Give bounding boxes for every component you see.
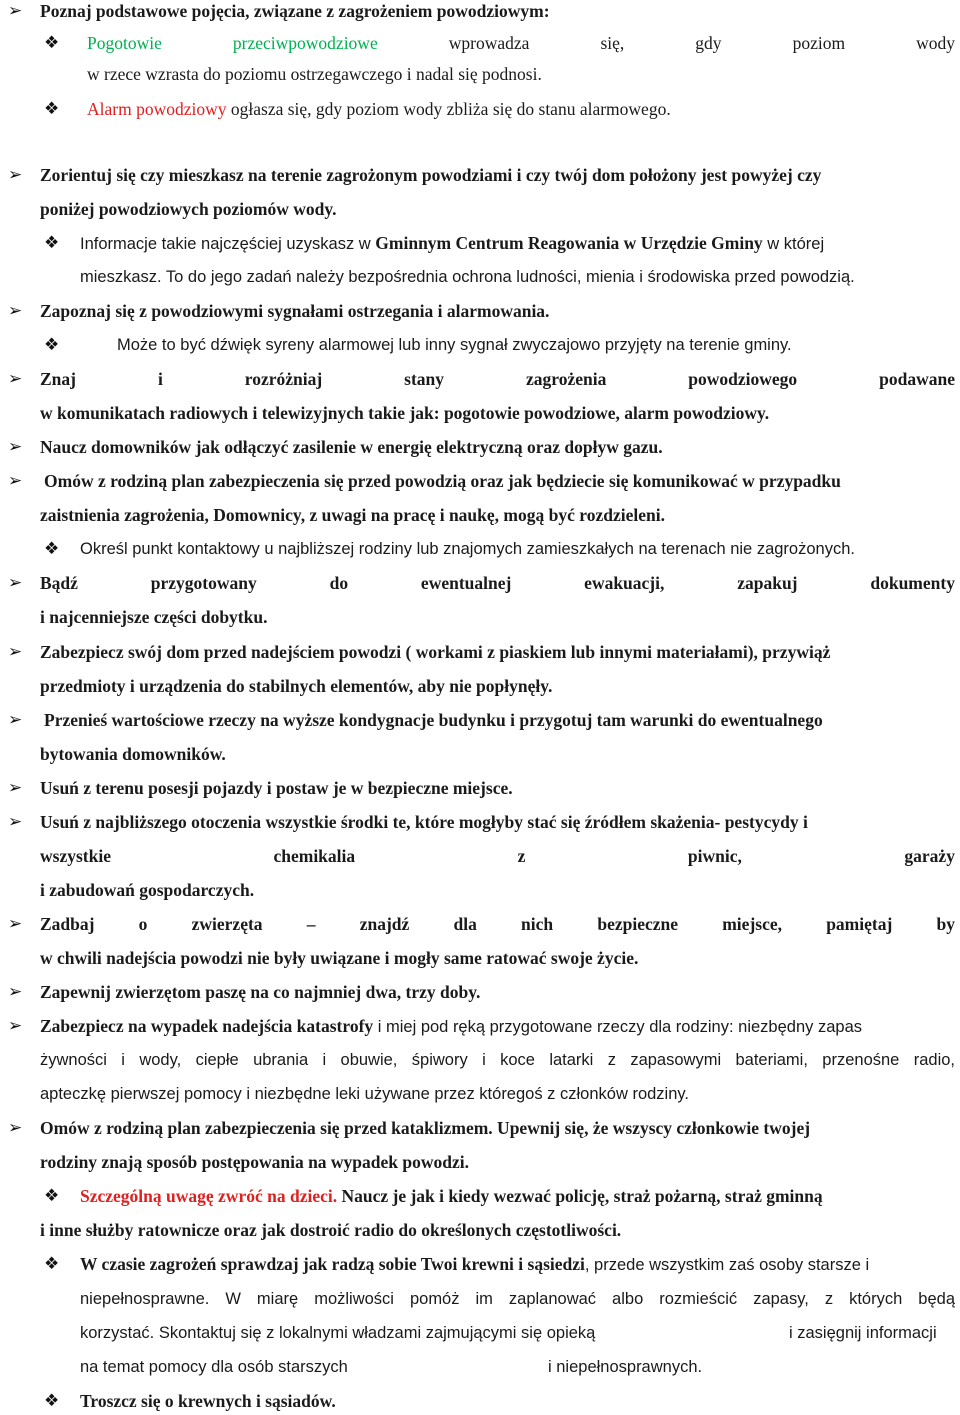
word: przeciwpowodziowe xyxy=(232,33,378,53)
text-run: , przede wszystkim zaś osoby starsze i xyxy=(584,1256,870,1274)
arrow-bullet-icon: ➢ xyxy=(8,471,23,490)
arrow-bullet-icon: ➢ xyxy=(8,1118,23,1137)
paragraph-line: apteczkę pierwszej pomocy i niezbędne leki używane przez któregoś z członków rodziny. xyxy=(40,1085,690,1103)
word: znajdź xyxy=(359,914,410,934)
word: ewentualnej xyxy=(420,573,512,593)
justified-line xyxy=(40,913,955,935)
word: garaży xyxy=(904,846,955,866)
word: zwierzęta xyxy=(191,914,263,934)
word: do xyxy=(329,573,349,593)
word: zagrożenia xyxy=(525,369,607,389)
word: miejsce, xyxy=(722,914,782,934)
word: wszystkie xyxy=(40,846,111,866)
word: nich xyxy=(521,914,554,934)
word: by xyxy=(936,914,955,934)
paragraph-line: rodziny znają sposób postępowania na wypadek powodzi. xyxy=(40,1152,470,1172)
paragraph-line xyxy=(40,1015,862,1037)
alarm-term: Alarm powodziowy xyxy=(87,99,227,119)
diamond-bullet-icon: ❖ xyxy=(44,1391,60,1410)
word: pamiętaj xyxy=(826,914,893,934)
paragraph-line: Omów z rodziną plan zabezpieczenia się przed kataklizmem. Upewnij się, że wszyscy członkowie twojej xyxy=(40,1118,811,1138)
paragraph-line: Zabezpiecz swój dom przed nadejściem powodzi ( workami z piaskiem lub innymi materiałami), przywiąż xyxy=(40,642,831,662)
word: dla xyxy=(453,914,477,934)
paragraph-line xyxy=(80,1253,869,1275)
justified-line xyxy=(40,368,955,390)
arrow-bullet-icon: ➢ xyxy=(8,165,23,184)
arrow-bullet-icon: ➢ xyxy=(8,710,23,729)
arrow-bullet-icon: ➢ xyxy=(8,437,23,456)
paragraph-line: i inne służby ratownicze oraz jak dostroić radio do określonych częstotliwości. xyxy=(40,1220,622,1240)
paragraph-line: i zabudowań gospodarczych. xyxy=(40,880,255,900)
paragraph-line: Zapoznaj się z powodziowymi sygnałami ostrzegania i alarmowania. xyxy=(40,301,550,321)
word: podawane xyxy=(879,369,955,389)
paragraph-line: Usuń z najbliższego otoczenia wszystkie środki te, które mogłyby stać się źródłem skażenia- pestycydy i xyxy=(40,812,808,832)
word: i xyxy=(157,369,163,389)
paragraph-line: Troszcz się o krewnych i sąsiadów. xyxy=(80,1391,336,1411)
word: dokumenty xyxy=(870,573,955,593)
paragraph-line: Określ punkt kontaktowy u najbliższej rodziny lub znajomych zamieszkałych na terenach nie zagrożonych. xyxy=(80,540,855,558)
paragraph-line: bytowania domowników. xyxy=(40,744,226,764)
paragraph-line: Przenieś wartościowe rzeczy na wyższe kondygnacje budynku i przygotuj tam warunki do ewentualnego xyxy=(44,710,823,730)
diamond-bullet-icon: ❖ xyxy=(44,539,60,558)
arrow-bullet-icon: ➢ xyxy=(8,812,23,831)
paragraph-line: i najcenniejsze części dobytku. xyxy=(40,607,268,627)
word: przygotowany xyxy=(150,573,257,593)
word: – xyxy=(306,914,316,934)
word: ewakuacji, xyxy=(584,573,665,593)
word: stany xyxy=(404,369,445,389)
word: wprowadza xyxy=(448,33,530,53)
arrow-bullet-icon: ➢ xyxy=(8,1,23,20)
text-run: Informacje takie najczęściej uzyskasz w xyxy=(80,235,376,253)
word: bezpieczne xyxy=(597,914,679,934)
arrow-bullet-icon: ➢ xyxy=(8,642,23,661)
text-run: W czasie zagrożeń sprawdzaj jak radzą sobie Twoi krewni i sąsiedzi xyxy=(80,1254,585,1274)
arrow-bullet-icon: ➢ xyxy=(8,301,23,320)
diamond-bullet-icon: ❖ xyxy=(44,233,60,252)
paragraph-line: Omów z rodziną plan zabezpieczenia się przed powodzią oraz jak będziecie się komunikować w przypadku xyxy=(44,471,841,491)
justified-line xyxy=(40,572,955,594)
word: piwnic, xyxy=(687,846,742,866)
gminne-centrum-name: Gminnym Centrum Reagowania w Urzędzie Gminy xyxy=(375,233,763,253)
paragraph-line: niepełnosprawne. W miarę możliwości pomóż im zaplanować albo rozmieścić zapasy, z których będą xyxy=(80,1290,955,1308)
diamond-bullet-icon: ❖ xyxy=(44,1254,60,1273)
paragraph-line xyxy=(87,98,671,120)
word: gdy xyxy=(695,33,722,53)
paragraph-line: Zorientuj się czy mieszkasz na terenie zagrożonym powodziami i czy twój dom położony jest powyżej czy xyxy=(40,165,822,185)
paragraph-line: i zasięgnij informacji xyxy=(789,1324,937,1342)
word: Bądź xyxy=(40,573,78,593)
word: rozróżniaj xyxy=(244,369,323,389)
arrow-bullet-icon: ➢ xyxy=(8,778,23,797)
text-run: i miej pod ręką przygotowane rzeczy dla rodziny: niezbędny zapas xyxy=(373,1018,862,1036)
diamond-bullet-icon: ❖ xyxy=(44,99,60,118)
word: Pogotowie xyxy=(87,33,162,53)
paragraph-line xyxy=(80,1185,823,1207)
word: wody xyxy=(916,33,955,53)
word: się, xyxy=(600,33,625,53)
word: Zadbaj xyxy=(40,914,95,934)
word: powodziowego xyxy=(688,369,798,389)
text-run: Naucz je jak i kiedy wezwać policję, straż pożarną, straż gminną xyxy=(337,1186,823,1206)
paragraph-line: żywności i wody, ciepłe ubrania i obuwie, śpiwory i koce latarki z zapasowymi bateriami, przenośne radio, xyxy=(40,1051,955,1069)
word: zapakuj xyxy=(737,573,798,593)
paragraph-line: zaistnienia zagrożenia, Domownicy, z uwagi na pracę i naukę, mogą być rozdzieleni. xyxy=(40,505,665,525)
text-run: w której xyxy=(762,235,825,253)
word: z xyxy=(517,846,526,866)
paragraph-line: Poznaj podstawowe pojęcia, związane z zagrożeniem powodziowym: xyxy=(40,1,550,21)
justified-line xyxy=(40,845,955,867)
paragraph-line: poniżej powodziowych poziomów wody. xyxy=(40,199,337,219)
arrow-bullet-icon: ➢ xyxy=(8,1016,23,1035)
word: chemikalia xyxy=(273,846,356,866)
word: Znaj xyxy=(40,369,76,389)
alarm-definition: ogłasza się, gdy poziom wody zbliża się do stanu alarmowego. xyxy=(226,99,671,119)
paragraph-line: korzystać. Skontaktuj się z lokalnymi władzami zajmującymi się opieką xyxy=(80,1324,596,1342)
arrow-bullet-icon: ➢ xyxy=(8,573,23,592)
paragraph-line: Może to być dźwięk syreny alarmowej lub inny sygnał zwyczajowo przyjęty na terenie gminy. xyxy=(117,336,792,354)
paragraph-line: w komunikatach radiowych i telewizyjnych takie jak: pogotowie powodziowe, alarm powodziowy. xyxy=(40,403,770,423)
paragraph-line: Naucz domowników jak odłączyć zasilenie w energię elektryczną oraz dopływ gazu. xyxy=(40,437,663,457)
word: o xyxy=(138,914,148,934)
arrow-bullet-icon: ➢ xyxy=(8,914,23,933)
paragraph-line: w rzece wzrasta do poziomu ostrzegawczego i nadal się podnosi. xyxy=(87,64,542,84)
word: poziom xyxy=(792,33,846,53)
arrow-bullet-icon: ➢ xyxy=(8,369,23,388)
paragraph-line: na temat pomocy dla osób starszych xyxy=(80,1358,348,1376)
children-emphasis: Szczególną uwagę zwróć na dzieci. xyxy=(80,1186,338,1206)
text-run: Zabezpiecz na wypadek nadejścia katastrofy xyxy=(40,1016,374,1036)
paragraph-line: mieszkasz. To do jego zadań należy bezpośrednia ochrona ludności, mienia i środowiska przed powodzią. xyxy=(80,268,855,286)
justified-line xyxy=(87,32,955,54)
diamond-bullet-icon: ❖ xyxy=(44,33,60,52)
paragraph-line: Zapewnij zwierzętom paszę na co najmniej dwa, trzy doby. xyxy=(40,982,481,1002)
diamond-bullet-icon: ❖ xyxy=(44,335,60,354)
paragraph-line: i niepełnosprawnych. xyxy=(548,1358,703,1376)
paragraph-line xyxy=(80,232,824,254)
paragraph-line: przedmioty i urządzenia do stabilnych elementów, aby nie popłynęły. xyxy=(40,676,553,696)
paragraph-line: w chwili nadejścia powodzi nie były uwiązane i mogły same ratować swoje życie. xyxy=(40,948,639,968)
diamond-bullet-icon: ❖ xyxy=(44,1186,60,1205)
paragraph-line: Usuń z terenu posesji pojazdy i postaw je w bezpieczne miejsce. xyxy=(40,778,513,798)
arrow-bullet-icon: ➢ xyxy=(8,982,23,1001)
